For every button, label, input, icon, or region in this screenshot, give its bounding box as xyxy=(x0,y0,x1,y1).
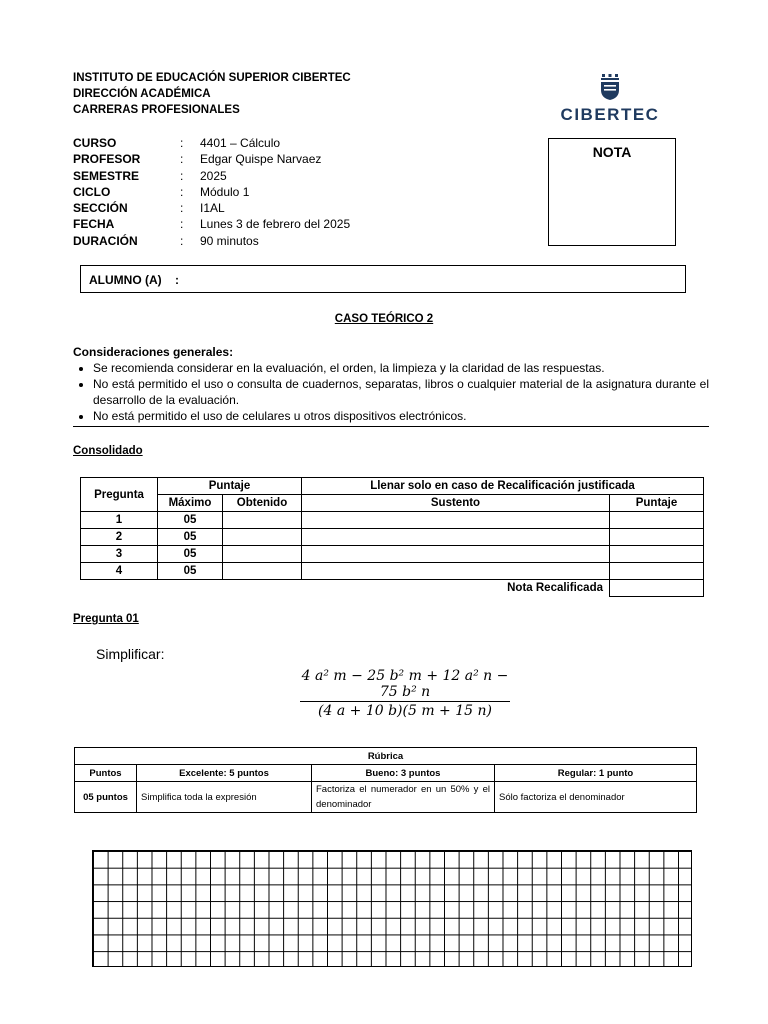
info-key: DURACIÓN xyxy=(73,233,138,248)
alumno-field[interactable] xyxy=(80,265,686,293)
info-key: SECCIÓN xyxy=(73,201,128,216)
list-item: • No está permitido el uso o consulta de cuadernos, separatas, libros o cualquier material de la asignatura durante el desarrollo de la evaluación. xyxy=(93,376,709,408)
info-value: I1AL xyxy=(200,201,225,216)
puntaje-cell[interactable] xyxy=(610,563,704,580)
sustento-cell[interactable] xyxy=(302,563,610,580)
consideraciones xyxy=(73,344,709,424)
obtenido-cell[interactable] xyxy=(223,546,302,563)
logo-text: CIBERTEC xyxy=(560,105,660,124)
pregunta-title: Pregunta 01 xyxy=(73,613,139,625)
rubrica-puntos: 05 puntos xyxy=(75,782,137,813)
header-line: DIRECCIÓN ACADÉMICA xyxy=(73,88,211,100)
header-obtenido: Obtenido xyxy=(223,495,302,512)
consolidado-table xyxy=(80,477,704,597)
obtenido-cell[interactable] xyxy=(223,512,302,529)
shield-crown-icon xyxy=(599,74,621,100)
info-value: 4401 – Cálculo xyxy=(200,136,281,150)
info-sep: : xyxy=(180,201,184,216)
info-key: SEMESTRE xyxy=(73,168,140,183)
obtenido-cell[interactable] xyxy=(223,529,302,546)
institution-header xyxy=(73,70,351,118)
puntaje-cell[interactable] xyxy=(610,529,704,546)
info-sep: : xyxy=(180,233,184,248)
obtenido-cell[interactable] xyxy=(223,563,302,580)
info-sep: : xyxy=(180,168,184,183)
puntaje-maximo: 05 xyxy=(158,546,223,563)
table-row xyxy=(75,782,697,813)
header-maximo: Máximo xyxy=(158,495,223,512)
sustento-cell[interactable] xyxy=(302,546,610,563)
consideraciones-list xyxy=(73,360,709,424)
list-item: • No está permitido el uso de celulares u otros dispositivos electrónicos. xyxy=(93,408,709,424)
rubrica-header: Bueno: 3 puntos xyxy=(312,765,495,782)
info-row xyxy=(73,135,350,151)
table-row xyxy=(81,546,704,563)
list-item: • Se recomienda considerar en la evaluación, el orden, la limpieza y la claridad de las respuestas. xyxy=(93,360,709,376)
info-row xyxy=(73,233,350,249)
caso-title: CASO TEÓRICO 2 xyxy=(334,313,434,325)
rubrica-title: Rúbrica xyxy=(75,748,697,765)
nota-recalificada-cell[interactable] xyxy=(610,580,704,597)
info-sep: : xyxy=(180,184,184,199)
puntaje-maximo: 05 xyxy=(158,529,223,546)
header-line: INSTITUTO DE EDUCACIÓN SUPERIOR CIBERTEC xyxy=(73,72,351,84)
info-sep: : xyxy=(180,217,184,232)
table-row xyxy=(81,512,704,529)
puntaje-cell[interactable] xyxy=(610,512,704,529)
answer-grid[interactable] xyxy=(92,850,692,967)
header-puntaje-recal: Puntaje xyxy=(610,495,704,512)
header-line: CARRERAS PROFESIONALES xyxy=(73,104,240,116)
info-row xyxy=(73,151,350,167)
course-info xyxy=(73,135,350,249)
divider xyxy=(73,426,709,427)
pregunta-num: 3 xyxy=(81,546,158,563)
header-pregunta: Pregunta xyxy=(81,478,158,512)
info-value: Módulo 1 xyxy=(200,184,250,199)
info-key: CICLO xyxy=(73,184,111,199)
header-puntaje: Puntaje xyxy=(158,478,302,495)
pregunta-num: 4 xyxy=(81,563,158,580)
nota-box[interactable] xyxy=(548,138,676,246)
rubrica-regular: Sólo factoriza el denominador xyxy=(495,782,697,813)
info-key: FECHA xyxy=(73,217,115,232)
math-numerator: 4 a² m − 25 b² m + 12 a² n − 75 b² n xyxy=(301,668,509,700)
info-sep: : xyxy=(180,136,184,150)
nota-recalificada-label: Nota Recalificada xyxy=(507,582,603,595)
cibertec-logo xyxy=(560,74,660,125)
rubrica-table xyxy=(74,747,697,813)
rubrica-header: Excelente: 5 puntos xyxy=(137,765,312,782)
rubrica-excelente: Simplifica toda la expresión xyxy=(137,782,312,813)
pregunta-num: 2 xyxy=(81,529,158,546)
rubrica-bueno: Factoriza el numerador en un 50% y el denominador xyxy=(312,782,495,813)
puntaje-maximo: 05 xyxy=(158,512,223,529)
header-recalificacion: Llenar solo en caso de Recalificación justificada xyxy=(302,478,704,495)
puntaje-maximo: 05 xyxy=(158,563,223,580)
info-row xyxy=(73,216,350,232)
math-denominator: (4 a + 10 b)(5 m + 15 n) xyxy=(318,703,492,719)
info-value: Edgar Quispe Narvaez xyxy=(200,152,322,167)
consideraciones-title: Consideraciones generales: xyxy=(73,345,234,359)
info-row xyxy=(73,184,350,200)
info-value: 90 minutos xyxy=(200,233,259,248)
puntaje-cell[interactable] xyxy=(610,546,704,563)
sustento-cell[interactable] xyxy=(302,512,610,529)
table-row xyxy=(81,563,704,580)
info-key: PROFESOR xyxy=(73,152,141,167)
nota-label: NOTA xyxy=(592,144,632,160)
pregunta-instruction: Simplificar: xyxy=(96,646,165,662)
info-value: Lunes 3 de febrero del 2025 xyxy=(200,217,351,232)
pregunta-num: 1 xyxy=(81,512,158,529)
rubrica-header: Regular: 1 punto xyxy=(495,765,697,782)
info-row xyxy=(73,200,350,216)
info-row xyxy=(73,168,350,184)
rubrica-header: Puntos xyxy=(75,765,137,782)
math-expression xyxy=(300,668,510,719)
sustento-cell[interactable] xyxy=(302,529,610,546)
info-value: 2025 xyxy=(200,168,227,183)
header-sustento: Sustento xyxy=(302,495,610,512)
table-row xyxy=(81,529,704,546)
info-sep: : xyxy=(180,152,184,167)
consolidado-title: Consolidado xyxy=(73,445,143,457)
info-key: CURSO xyxy=(73,136,117,150)
alumno-label: ALUMNO (A) : xyxy=(89,273,179,287)
